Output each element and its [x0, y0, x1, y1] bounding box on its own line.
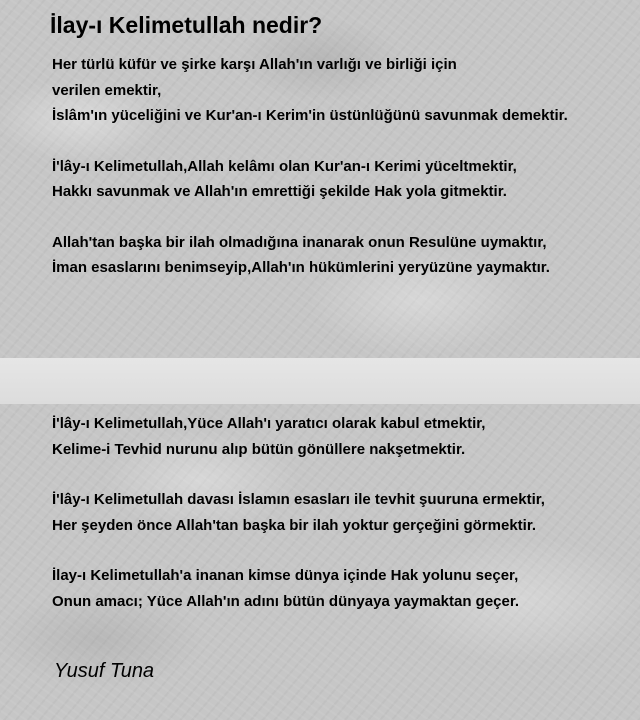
- poem-line: Her şeyden önce Allah'tan başka bir ilah yoktur gerçeğini görmektir.: [52, 516, 536, 534]
- poem-line: İ'lây-ı Kelimetullah,Allah kelâmı olan Kur'an-ı Kerimi yüceltmektir,: [52, 157, 517, 175]
- poem-part-2: [52, 411, 632, 639]
- poem-line: verilen emektir,: [52, 81, 162, 99]
- poem-line: Kelime-i Tevhid nurunu alıp bütün gönüllere nakşetmektir.: [52, 440, 466, 458]
- divider-band: [0, 358, 640, 404]
- poem-line: İ'lây-ı Kelimetullah davası İslamın esasları ile tevhit şuuruna ermektir,: [52, 491, 545, 508]
- poem-line: Hakkı savunmak ve Allah'ın emrettiği şekilde Hak yola gitmektir.: [52, 183, 507, 200]
- stanza-3: [52, 230, 632, 281]
- stanza-4: [52, 411, 632, 462]
- poem-line: Onun amacı; Yüce Allah'ın adını bütün dünyaya yaymaktan geçer.: [52, 592, 520, 610]
- poem-line: İman esaslarını benimseyip,Allah'ın hükümlerini yeryüzüne yaymaktır.: [52, 259, 550, 276]
- poem-line: İ'lây-ı Kelimetullah,Yüce Allah'ı yaratıcı olarak kabul etmektir,: [52, 415, 486, 432]
- stanza-1: [52, 52, 632, 129]
- stanza-2: [52, 154, 632, 205]
- poem-line: Her türlü küfür ve şirke karşı Allah'ın varlığı ve birliği için: [52, 56, 457, 73]
- poem-line: İslâm'ın yüceliğini ve Kur'an-ı Kerim'in üstünlüğünü savunmak demektir.: [52, 107, 568, 124]
- poem-line: Allah'tan başka bir ilah olmadığına inanarak onun Resulüne uymaktır,: [52, 233, 547, 251]
- stanza-6: [52, 563, 632, 614]
- poem-part-1: [52, 52, 632, 306]
- poem-author: Yusuf Tuna: [54, 660, 155, 682]
- poem-title: İlay-ı Kelimetullah nedir?: [50, 12, 323, 38]
- poem-line: İlay-ı Kelimetullah'a inanan kimse dünya içinde Hak yolunu seçer,: [52, 567, 519, 584]
- stanza-5: [52, 487, 632, 538]
